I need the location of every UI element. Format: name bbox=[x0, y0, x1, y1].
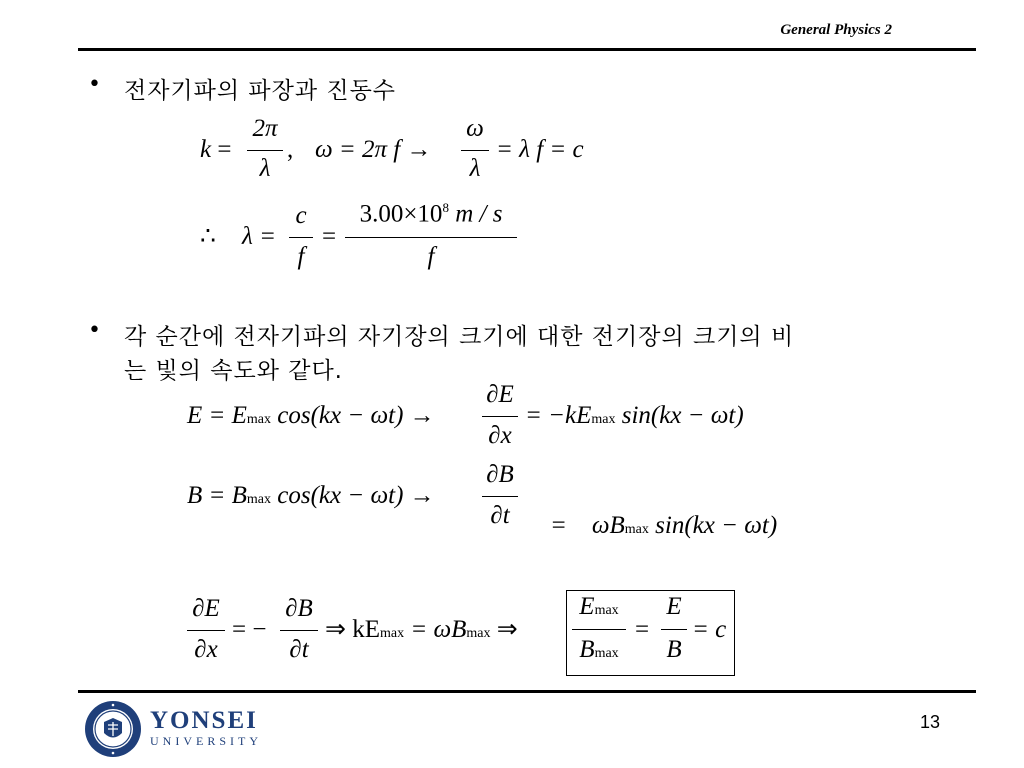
eq5-fraction-bar-2 bbox=[280, 630, 318, 631]
eq3-lhs: E = Emax cos(kx − ωt) → bbox=[187, 402, 435, 429]
eq3-rhs: = −kEmax sin(kx − ωt) bbox=[525, 402, 744, 429]
bullet-text-field-ratio-line2: 는 빛의 속도와 같다. bbox=[124, 358, 343, 384]
eq4-den: ∂t bbox=[490, 502, 510, 529]
eq3-den: ∂x bbox=[488, 422, 512, 449]
eq1-fraction-bar bbox=[247, 150, 283, 151]
page-number: 13 bbox=[919, 712, 940, 732]
footer-rule bbox=[78, 690, 976, 693]
eq4-num: ∂B bbox=[486, 461, 514, 488]
box-rhs: = c bbox=[692, 616, 727, 643]
box-num2: E bbox=[666, 593, 682, 620]
box-den2: B bbox=[666, 636, 682, 663]
eq5-num2: ∂B bbox=[285, 595, 313, 622]
eq3-fraction-bar bbox=[482, 416, 518, 417]
box-equals: = bbox=[635, 616, 650, 643]
eq1-num2: ω bbox=[466, 115, 484, 142]
eq1-den: λ bbox=[259, 155, 271, 182]
box-fraction-bar-2 bbox=[661, 629, 687, 630]
eq2-equals: = bbox=[322, 223, 337, 250]
eq1-equals: = bbox=[217, 136, 232, 163]
bullet-marker-2: • bbox=[88, 318, 101, 343]
eq3-num: ∂E bbox=[486, 381, 514, 408]
eq4-fraction-bar bbox=[482, 496, 518, 497]
eq4-rhs: = ωBmax sin(kx − ωt) bbox=[550, 512, 778, 539]
eq2-num: c bbox=[295, 202, 307, 229]
eq1-num: 2π bbox=[252, 115, 278, 142]
eq2-den: f bbox=[297, 243, 305, 270]
box-fraction-bar-1 bbox=[572, 629, 626, 630]
box-den1: Bmax bbox=[579, 636, 619, 663]
header-rule bbox=[78, 48, 976, 51]
eq4-lhs: B = Bmax cos(kx − ωt) → bbox=[187, 482, 435, 509]
eq2-fraction-bar bbox=[289, 237, 313, 238]
eq5-num1: ∂E bbox=[192, 595, 220, 622]
box-num1: Emax bbox=[579, 593, 619, 620]
yonsei-seal-logo bbox=[84, 700, 142, 758]
eq1-fraction-bar-2 bbox=[461, 150, 489, 151]
bullet-marker: • bbox=[88, 72, 101, 97]
eq5-mid: = − bbox=[232, 616, 267, 643]
eq5-den1: ∂x bbox=[194, 636, 218, 663]
eq1-k: k bbox=[200, 136, 212, 163]
eq1-rhs: = λ f = c bbox=[496, 136, 584, 163]
eq1-omega-lhs: ω = 2π f → bbox=[315, 136, 432, 163]
bullet-text-wavelength-frequency: 전자기파의 파장과 진동수 bbox=[124, 78, 397, 104]
eq2-lambda: λ = bbox=[242, 223, 276, 250]
eq5-den2: ∂t bbox=[289, 636, 309, 663]
eq2-fraction-bar-2 bbox=[345, 237, 517, 238]
eq2-therefore: ∴ bbox=[200, 223, 216, 250]
eq1-comma: , bbox=[287, 136, 294, 163]
eq2-den2: f bbox=[427, 243, 435, 270]
yonsei-wordmark: YONSEI UNIVERSITY bbox=[150, 707, 262, 748]
eq1-den2: λ bbox=[469, 155, 481, 182]
eq5-fraction-bar-1 bbox=[187, 630, 225, 631]
bullet-text-field-ratio-line1: 각 순간에 전자기파의 자기장의 크기에 대한 전기장의 크기의 비 bbox=[124, 324, 795, 350]
eq2-num2: $3.00\times 10^8$ m / s bbox=[359, 200, 503, 228]
header-title: General Physics 2 bbox=[780, 22, 892, 38]
eq5-implication: ⇒ kEmax = ωBmax ⇒ bbox=[325, 616, 518, 643]
